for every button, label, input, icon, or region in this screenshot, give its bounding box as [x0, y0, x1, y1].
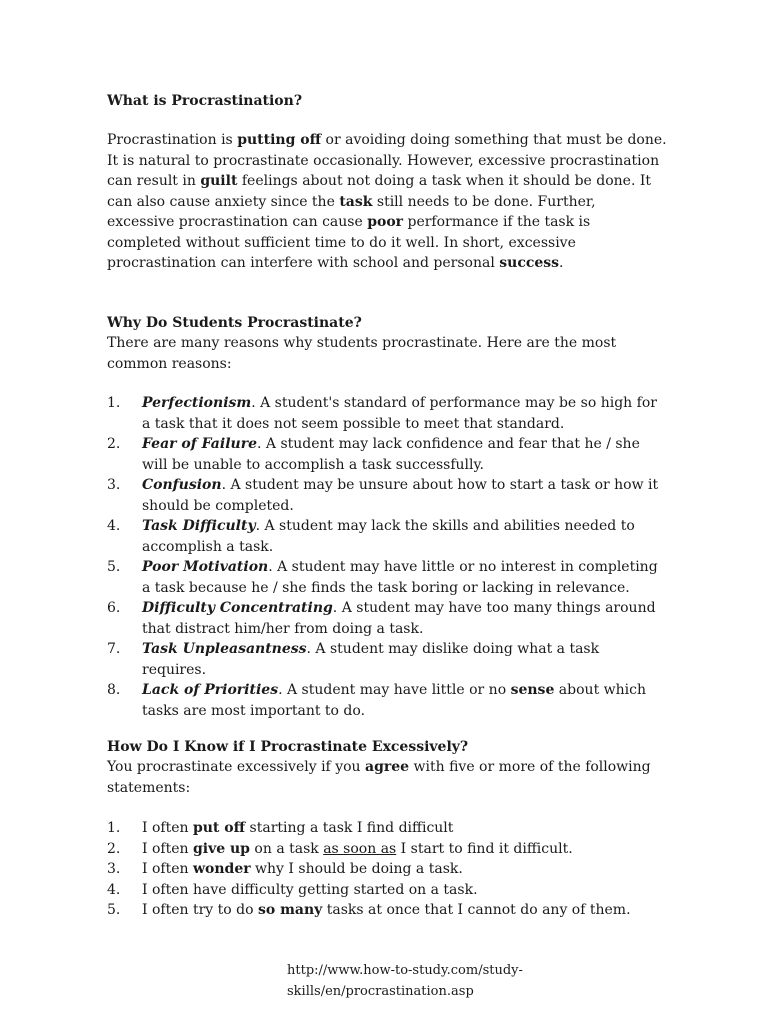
- bold-term: so many: [258, 902, 323, 918]
- list-item: [107, 393, 667, 434]
- text-run: or avoiding doing something that must be done. It is natural to procrastinate occasionally. However, excessive procrastination can result in: [107, 132, 667, 189]
- reason-term: Poor Motivation: [142, 559, 269, 575]
- list-number: 1.: [107, 395, 121, 411]
- bold-term: sense: [510, 682, 555, 698]
- bold-term: guilt: [200, 173, 238, 189]
- reason-text: . A student may lack the skills and abilities needed to accomplish a task.: [142, 518, 635, 555]
- text-run: performance if the task is completed without sufficient time to do it well. In short, excessive procrastination can interfere with school and personal: [107, 214, 591, 271]
- list-number: 7.: [107, 641, 121, 657]
- text-run: I often: [142, 861, 193, 877]
- reason-text: . A student's standard of performance may be so high for a task that it does not seem possible to meet that standard.: [142, 395, 657, 432]
- reason-term: Task Unpleasantness: [142, 641, 307, 657]
- underlined-text: as soon as: [323, 840, 397, 857]
- bold-term: give up: [192, 840, 250, 857]
- list-number: 8.: [107, 682, 121, 698]
- list-item: [107, 880, 667, 901]
- bold-term: putting off: [237, 132, 322, 148]
- text-run: still needs to be done. Further, excessive procrastination can cause: [107, 193, 596, 230]
- statements-list: [107, 818, 667, 921]
- text-run: I often have difficulty getting started on a task.: [142, 881, 478, 898]
- list-number: 1.: [107, 820, 121, 836]
- list-item: [107, 598, 667, 639]
- reason-text: . A student may have little or no: [278, 682, 511, 698]
- reason-text: . A student may have little or no interest in completing a task because he / she finds the task boring or lacking in relevance.: [142, 559, 658, 596]
- text-run: I often: [142, 820, 193, 836]
- list-item: [107, 900, 667, 921]
- reason-text: about which tasks are most important to do.: [142, 682, 646, 719]
- list-item: [107, 434, 667, 475]
- reason-term: Difficulty Concentrating: [142, 600, 333, 616]
- list-item: [107, 839, 667, 860]
- text-run: feelings about not doing a task when it should be done. It can also cause anxiety since the: [107, 173, 652, 210]
- bold-term: poor: [367, 214, 404, 230]
- reason-text: . A student may lack confidence and fear that he / she will be unable to accomplish a task successfully.: [142, 436, 640, 473]
- reason-term: Perfectionism: [142, 395, 252, 411]
- reason-term: Lack of Priorities: [142, 682, 279, 698]
- list-item: [107, 475, 667, 516]
- text-run: I often: [142, 840, 193, 857]
- text-run: Procrastination is: [107, 132, 238, 148]
- list-number: 5.: [107, 559, 121, 575]
- heading-why-procrastinate: Why Do Students Procrastinate?: [107, 315, 362, 331]
- text-run: why I should be doing a task.: [250, 861, 463, 877]
- bold-term: wonder: [192, 861, 251, 877]
- bold-term: put off: [192, 820, 246, 836]
- text-run: I start to find it difficult.: [396, 840, 573, 857]
- text-run: I often try to do: [142, 902, 258, 918]
- text-run: on a task: [249, 840, 324, 857]
- list-item: [107, 557, 667, 598]
- list-number: 5.: [107, 902, 121, 918]
- list-number: 4.: [107, 881, 121, 898]
- reason-text: . A student may have too many things around that distract him/her from doing a task.: [142, 600, 656, 637]
- reason-text: . A student may be unsure about how to start a task or how it should be completed.: [142, 477, 659, 514]
- list-number: 6.: [107, 600, 121, 616]
- reasons-list: [107, 393, 667, 721]
- list-number: 2.: [107, 840, 121, 857]
- bold-term: task: [339, 193, 373, 210]
- paragraph-statements-intro: [107, 757, 667, 798]
- heading-what-is-procrastination: What is Procrastination?: [107, 93, 303, 109]
- reason-text: . A student may dislike doing what a task requires.: [142, 641, 600, 678]
- text-run: .: [559, 255, 564, 271]
- text-run: You procrastinate excessively if you: [107, 759, 365, 775]
- paragraph-reasons-intro: There are many reasons why students procrastinate. Here are the most common reasons:: [107, 335, 617, 372]
- source-url: http://www.how-to-study.com/study-skills/en/procrastination.asp: [287, 963, 523, 999]
- heading-how-do-i-know: How Do I Know if I Procrastinate Excessively?: [107, 739, 469, 755]
- reason-term: Confusion: [142, 477, 222, 493]
- text-run: starting a task I find difficult: [245, 820, 454, 836]
- list-number: 3.: [107, 477, 121, 493]
- text-run: with five or more of the following statements:: [107, 759, 651, 796]
- list-item: [107, 680, 667, 721]
- list-number: 3.: [107, 861, 121, 877]
- list-item: [107, 516, 667, 557]
- text-run: tasks at once that I cannot do any of them.: [322, 902, 631, 918]
- reason-term: Fear of Failure: [142, 436, 257, 452]
- list-number: 2.: [107, 436, 121, 452]
- bold-term: success: [499, 255, 560, 271]
- list-item: [107, 859, 667, 880]
- list-item: [107, 639, 667, 680]
- bold-term: agree: [365, 759, 410, 775]
- paragraph-definition: [107, 130, 667, 274]
- reason-term: Task Difficulty: [142, 518, 256, 534]
- list-item: [107, 818, 667, 839]
- list-number: 4.: [107, 518, 121, 534]
